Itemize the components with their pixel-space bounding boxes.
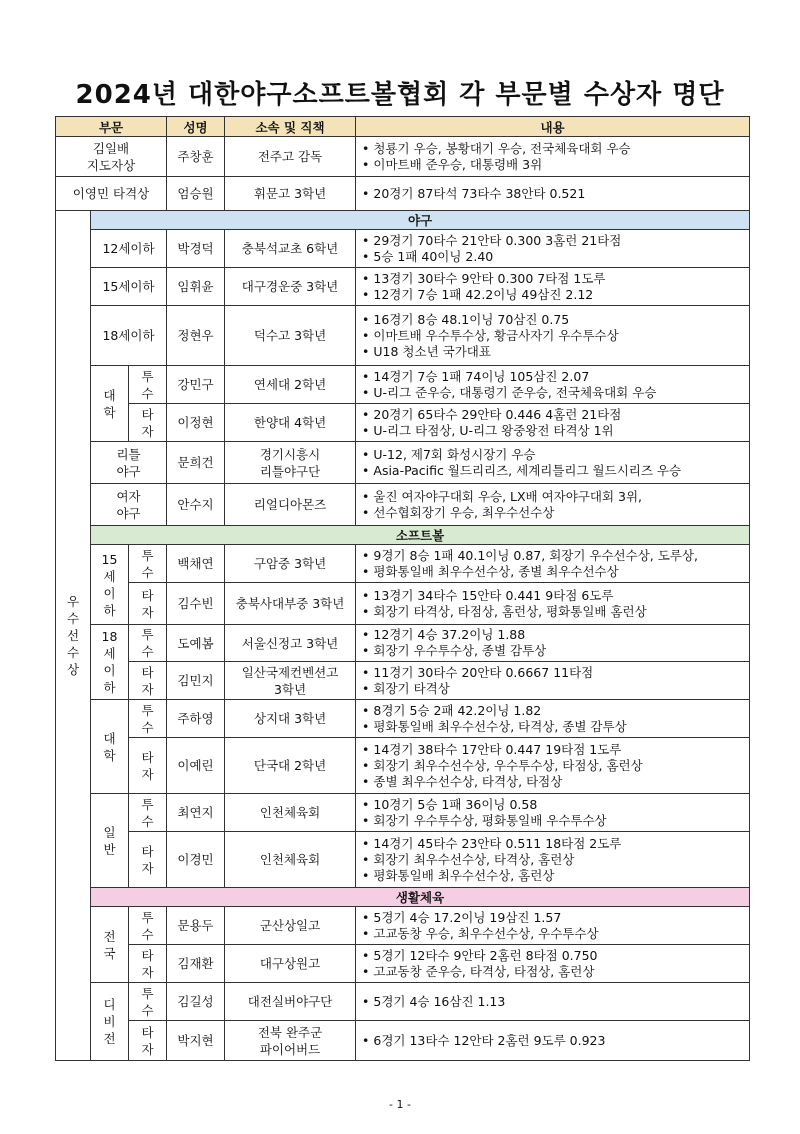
player-name: 이경민 [167,832,225,888]
content-line: • 13경기 30타수 9안타 0.300 7타점 1도루 [362,271,745,287]
content-line: • 회장기 타격상, 타점상, 홈런상, 평화통일배 홈런상 [362,604,745,620]
position-batter: 타 자 [129,662,167,700]
group-label-national: 전 국 [91,907,129,983]
content-line: • 14경기 45타수 23안타 0.511 18타점 2도루 [362,836,745,852]
award-content [356,268,750,306]
content-line: • 6경기 13타수 12안타 2홈런 9도루 0.923 [362,1033,745,1049]
table-row [56,306,750,366]
content-line: • 5승 1패 40이닝 2.40 [362,249,745,265]
section-title-softball: 소프트볼 [91,526,750,545]
player-affiliation: 한양대 4학년 [225,404,356,442]
award-content [356,662,750,700]
content-line: • 12경기 7승 1패 42.2이닝 49삼진 2.12 [362,287,745,303]
player-affiliation: 전북 완주군 파이어버드 [225,1021,356,1061]
table-row [56,177,750,211]
group-label-univ: 대 학 [91,366,129,442]
section-title-baseball: 야구 [91,211,750,230]
content-line: • 회장기 최우수선수상, 타격상, 홈런상 [362,852,745,868]
table-row [56,230,750,268]
content-line: • 12경기 4승 37.2이닝 1.88 [362,627,745,643]
content-line: • 평화통일배 최우수선수상, 타격상, 종별 감투상 [362,719,745,735]
group-label-general: 일 반 [91,794,129,888]
position-pitcher: 투 수 [129,700,167,738]
content-line: • 종별 최우수선수상, 타격상, 타점상 [362,774,745,790]
group-label-sb18: 18 세 이 하 [91,625,129,700]
page-number: - 1 - [389,1098,411,1111]
award-content [356,1021,750,1061]
player-affiliation: 전주고 감독 [225,137,356,177]
content-line: • U-12, 제7회 화성시장기 우승 [362,447,745,463]
player-name: 이예린 [167,738,225,794]
table-row [56,662,750,700]
player-affiliation: 휘문고 3학년 [225,177,356,211]
award-content [356,545,750,583]
player-affiliation: 충북사대부중 3학년 [225,583,356,625]
content-line: • 5경기 4승 16삼진 1.13 [362,994,745,1010]
player-affiliation: 리얼디아몬즈 [225,484,356,526]
table-row [56,907,750,945]
content-line: • 11경기 30타수 20안타 0.6667 11타점 [362,665,745,681]
content-line: • 회장기 우수투수상, 종별 감투상 [362,643,745,659]
player-name: 도예봄 [167,625,225,662]
table-row [56,738,750,794]
group-label-sbuniv: 대 학 [91,700,129,794]
document-title: 2024년 대한야구소프트볼협회 각 부문별 수상자 명단 [75,80,725,110]
player-name: 정현우 [167,306,225,366]
award-content [356,442,750,484]
excellent-player-award-label: 우 수 선 수 상 [56,211,91,1061]
header-content: 내용 [356,117,750,137]
player-affiliation: 군산상일고 [225,907,356,945]
content-line: • 이마트배 준우승, 대통령배 3위 [362,157,745,173]
award-content [356,832,750,888]
content-line: • 10경기 5승 1패 36이닝 0.58 [362,797,745,813]
award-content [356,983,750,1021]
content-line: • 고교동창 준우승, 타격상, 타점상, 홈런상 [362,964,745,980]
age-category: 12세이하 [91,230,167,268]
content-line: • 울진 여자야구대회 우승, LX배 여자야구대회 3위, [362,489,745,505]
position-pitcher: 투 수 [129,983,167,1021]
player-name: 박경덕 [167,230,225,268]
award-content [356,306,750,366]
player-affiliation: 대구상원고 [225,945,356,983]
player-name: 엄승원 [167,177,225,211]
player-name: 주창훈 [167,137,225,177]
position-batter: 타 자 [129,404,167,442]
player-affiliation: 구암중 3학년 [225,545,356,583]
age-category: 리틀 야구 [91,442,167,484]
position-pitcher: 투 수 [129,545,167,583]
content-line: • 이마트배 우수투수상, 황금사자기 우수투수상 [362,328,745,344]
player-name: 문용두 [167,907,225,945]
group-label-sb15: 15 세 이 하 [91,545,129,625]
content-line: • Asia-Pacific 월드리리즈, 세계리틀리그 월드시리즈 우승 [362,463,745,479]
content-line: • 선수협회장기 우승, 최우수선수상 [362,505,745,521]
section-row [56,888,750,907]
table-row [56,545,750,583]
position-batter: 타 자 [129,583,167,625]
age-category: 15세이하 [91,268,167,306]
age-category: 18세이하 [91,306,167,366]
table-row [56,366,750,404]
content-line: • 9경기 8승 1패 40.1이닝 0.87, 회장기 우수선수상, 도루상, [362,548,745,564]
table-row [56,832,750,888]
position-batter: 타 자 [129,1021,167,1061]
section-row [56,526,750,545]
player-name: 강민구 [167,366,225,404]
content-line: • 회장기 타격상 [362,681,745,697]
content-line: • 29경기 70타수 21안타 0.300 3홈런 21타점 [362,233,745,249]
content-line: • 청룡기 우승, 봉황대기 우승, 전국체육대회 우승 [362,141,745,157]
award-content [356,366,750,404]
player-affiliation: 인천체육회 [225,832,356,888]
table-row [56,794,750,832]
player-name: 김수빈 [167,583,225,625]
position-pitcher: 투 수 [129,625,167,662]
player-affiliation: 서울신정고 3학년 [225,625,356,662]
section-row [56,211,750,230]
player-affiliation: 충북석교초 6학년 [225,230,356,268]
player-affiliation: 단국대 2학년 [225,738,356,794]
table-row [56,268,750,306]
player-name: 안수지 [167,484,225,526]
award-content [356,794,750,832]
table-row [56,1021,750,1061]
group-label-division: 디 비 전 [91,983,129,1061]
table-row [56,983,750,1021]
age-category: 여자 야구 [91,484,167,526]
content-line: • U18 청소년 국가대표 [362,344,745,360]
player-affiliation: 연세대 2학년 [225,366,356,404]
section-title-life: 생활체육 [91,888,750,907]
position-batter: 타 자 [129,738,167,794]
table-row [56,442,750,484]
award-table [55,116,750,1061]
table-row [56,583,750,625]
position-batter: 타 자 [129,945,167,983]
player-name: 문희건 [167,442,225,484]
award-content [356,230,750,268]
content-line: • 5경기 4승 17.2이닝 19삼진 1.57 [362,910,745,926]
content-line: • 회장기 우수투수상, 평화통일배 우수투수상 [362,813,745,829]
award-content [356,907,750,945]
position-pitcher: 투 수 [129,907,167,945]
player-affiliation: 경기시흥시 리틀야구단 [225,442,356,484]
content-line: • 20경기 87타석 73타수 38안타 0.521 [362,186,745,202]
content-line: • U-리그 준우승, 대통령기 준우승, 전국체육대회 우승 [362,385,745,401]
player-name: 최연지 [167,794,225,832]
player-name: 김민지 [167,662,225,700]
position-pitcher: 투 수 [129,794,167,832]
award-content [356,625,750,662]
player-name: 주하영 [167,700,225,738]
position-batter: 타 자 [129,832,167,888]
award-content [356,945,750,983]
player-affiliation: 일산국제컨벤션고 3학년 [225,662,356,700]
header-name: 성명 [167,117,225,137]
award-content [356,484,750,526]
content-line: • 고교동창 우승, 최우수선수상, 우수투수상 [362,926,745,942]
award-content [356,583,750,625]
content-line: • 14경기 38타수 17안타 0.447 19타점 1도루 [362,742,745,758]
content-line: • 5경기 12타수 9안타 2홈런 8타점 0.750 [362,948,745,964]
header-category: 부문 [56,117,167,137]
player-name: 이정현 [167,404,225,442]
award-content [356,700,750,738]
header-row [56,117,750,137]
player-name: 백채연 [167,545,225,583]
award-category: 이영민 타격상 [56,177,167,211]
content-line: • 16경기 8승 48.1이닝 70삼진 0.75 [362,312,745,328]
player-name: 김재환 [167,945,225,983]
player-affiliation: 대구경운중 3학년 [225,268,356,306]
award-content [356,177,750,211]
table-row [56,700,750,738]
content-line: • 13경기 34타수 15안타 0.441 9타점 6도루 [362,588,745,604]
table-row [56,625,750,662]
header-affiliation: 소속 및 직책 [225,117,356,137]
table-row [56,484,750,526]
position-pitcher: 투 수 [129,366,167,404]
content-line: • 평화통일배 최우수선수상, 종별 최우수선수상 [362,564,745,580]
content-line: • 20경기 65타수 29안타 0.446 4홈런 21타점 [362,407,745,423]
content-line: • 14경기 7승 1패 74이닝 105삼진 2.07 [362,369,745,385]
player-name: 김길성 [167,983,225,1021]
player-affiliation: 상지대 3학년 [225,700,356,738]
player-affiliation: 덕수고 3학년 [225,306,356,366]
content-line: • U-리그 타점상, U-리그 왕중왕전 타격상 1위 [362,423,745,439]
player-affiliation: 대전실버야구단 [225,983,356,1021]
player-name: 박지현 [167,1021,225,1061]
content-line: • 8경기 5승 2패 42.2이닝 1.82 [362,703,745,719]
award-content [356,404,750,442]
award-content [356,137,750,177]
content-line: • 회장기 최우수선수상, 우수투수상, 타점상, 홈런상 [362,758,745,774]
content-line: • 평화통일배 최우수선수상, 홈런상 [362,868,745,884]
table-row [56,945,750,983]
table-row [56,137,750,177]
award-content [356,738,750,794]
award-category: 김일배 지도자상 [56,137,167,177]
player-name: 임휘윤 [167,268,225,306]
table-row [56,404,750,442]
player-affiliation: 인천체육회 [225,794,356,832]
